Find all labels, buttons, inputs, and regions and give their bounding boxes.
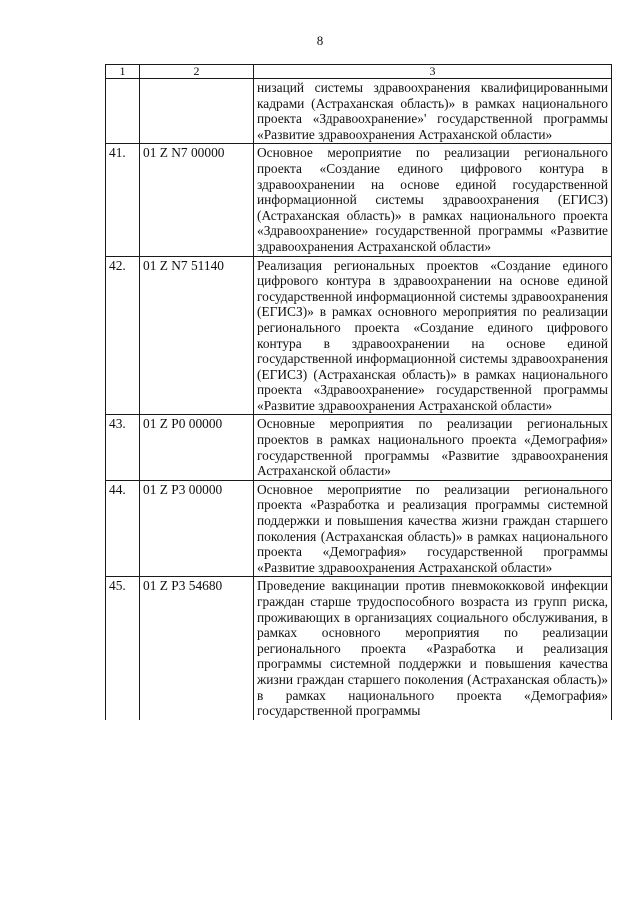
row-description: Проведение вакцинации против пневмококковой инфекции граждан старше трудоспособного возраста из групп риска, проживающих в организациях социального обслуживания, в рамках основного мероприятия по реализации регионального проекта «Разработка и реализация программы системной поддержки и повышения качества жизни граждан старшего поколения (Астраханская область)» в рамках национального проекта «Демография» государственной программы	[254, 577, 612, 720]
row-code: 01 Z P0 00000	[140, 415, 254, 480]
row-code: 01 Z N7 00000	[140, 144, 254, 256]
row-description: Реализация региональных проектов «Создание единого цифрового контура в здравоохранении на основе единой государственной информационной системы здравоохранения (ЕГИСЗ)» в рамках основного мероприятия по реализации регионального проекта «Создание единого цифрового контура в здравоохранении на основе единой государственной информационной системы здравоохранения (ЕГИСЗ) (Астраханская область)» в рамках национального проекта «Здравоохранение» государственной программы «Развитие здравоохранения Астраханской области»	[254, 256, 612, 415]
budget-classification-table	[105, 64, 612, 720]
row-number: 44.	[106, 480, 140, 577]
table-row	[106, 144, 612, 256]
table-row	[106, 415, 612, 480]
table-row	[106, 577, 612, 720]
row-number-cell	[106, 79, 140, 144]
table-header-row	[106, 65, 612, 79]
row-description: Основное мероприятие по реализации регионального проекта «Разработка и реализация программы системной поддержки и повышения качества жизни граждан старшего поколения (Астраханская область)» в рамках национального проекта «Демография» государственной программы «Развитие здравоохранения Астраханской области»	[254, 480, 612, 577]
row-description: низаций системы здравоохранения квалифицированными кадрами (Астраханская область)» в рамках национального проекта «Здравоохранение»' государственной программы «Развитие здравоохранения Астраханской области»	[254, 79, 612, 144]
row-code-cell	[140, 79, 254, 144]
row-number: 41.	[106, 144, 140, 256]
row-number: 42.	[106, 256, 140, 415]
column-header-3: 3	[254, 65, 612, 79]
row-description: Основные мероприятия по реализации региональных проектов в рамках национального проекта «Демография» государственной программы «Развитие здравоохранения Астраханской области»	[254, 415, 612, 480]
row-code: 01 Z P3 54680	[140, 577, 254, 720]
row-description: Основное мероприятие по реализации регионального проекта «Создание единого цифрового контура в здравоохранении на основе единой государственной информационной системы здравоохранения (ЕГИСЗ) (Астраханская область)» в рамках национального проекта «Здравоохранение» государственной программы «Развитие здравоохранения Астраханской области»	[254, 144, 612, 256]
table-row-continuation	[106, 79, 612, 144]
row-number: 45.	[106, 577, 140, 720]
page-number: 8	[316, 33, 324, 48]
table-row	[106, 480, 612, 577]
row-code: 01 Z P3 00000	[140, 480, 254, 577]
column-header-2: 2	[140, 65, 254, 79]
row-code: 01 Z N7 51140	[140, 256, 254, 415]
table-row	[106, 256, 612, 415]
row-number: 43.	[106, 415, 140, 480]
column-header-1: 1	[106, 65, 140, 79]
